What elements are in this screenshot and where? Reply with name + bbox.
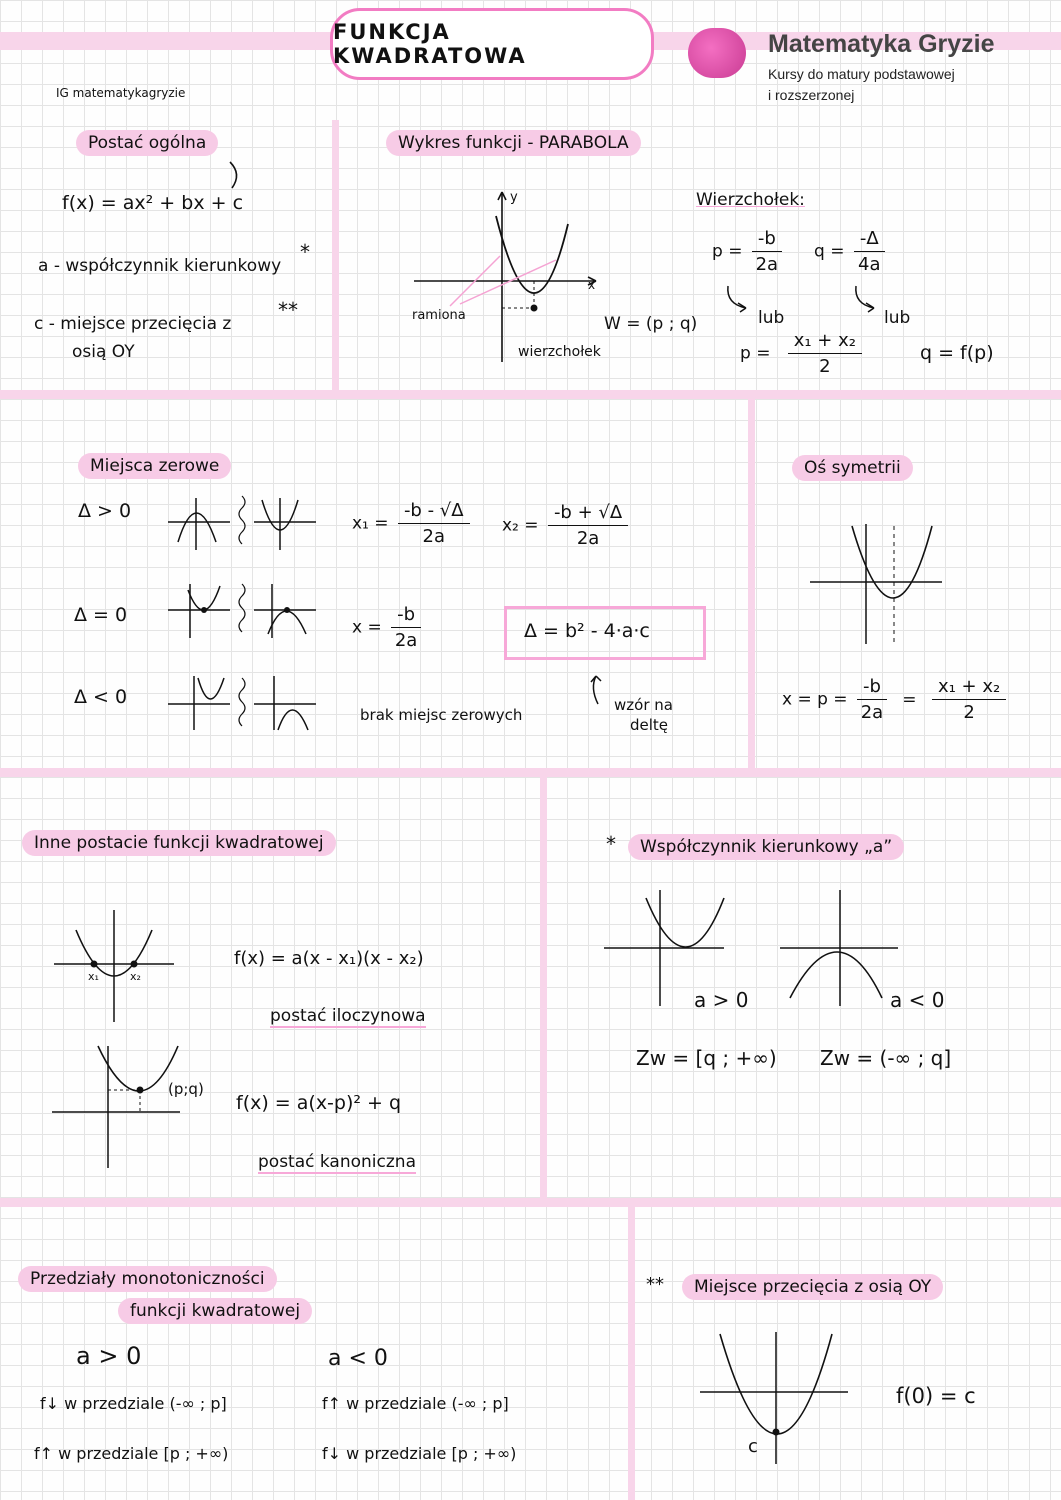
vertex-title: Wierzchołek: xyxy=(696,190,805,210)
symmetry-num-1: -b xyxy=(857,676,887,700)
vertex-coordinates: W = (p ; q) xyxy=(604,314,698,334)
mono-row-1: f↓ w przedziale (-∞ ; p] xyxy=(40,1394,227,1413)
a-description: a - współczynnik kierunkowy xyxy=(38,256,282,276)
vertex-point-label: (p;q) xyxy=(168,1080,204,1098)
mono-row-2: f↑ w przedziale [p ; +∞) xyxy=(34,1444,229,1463)
delta-note-1: wzór na xyxy=(614,696,673,714)
x2-numerator: -b + √Δ xyxy=(548,502,628,526)
mono-a-negative: a < 0 xyxy=(328,1346,388,1371)
brand-name: Matematyka Gryzie xyxy=(768,30,995,58)
p-formula xyxy=(712,228,786,275)
yintercept-graph xyxy=(698,1328,858,1468)
delta-negative: Δ < 0 xyxy=(74,686,128,708)
c-description-2: osią OY xyxy=(72,342,135,362)
q-equals: q = xyxy=(814,241,845,262)
c-footnote-mark: ** xyxy=(278,298,298,322)
factored-formula: f(x) = a(x - x₁)(x - x₂) xyxy=(234,948,424,969)
q-formula xyxy=(814,228,889,275)
divider-v3 xyxy=(540,775,547,1200)
x1-fraction xyxy=(398,500,470,547)
delta-formula: Δ = b² - 4·a·c xyxy=(524,620,650,642)
parabola-graph xyxy=(410,186,610,366)
q-alt-formula: q = f(p) xyxy=(920,342,994,364)
p-numerator: -b xyxy=(752,228,782,252)
range-negative: Zw = (-∞ ; q] xyxy=(820,1046,952,1070)
arrow-down-icon-2 xyxy=(852,284,882,314)
symmetry-den-2: 2 xyxy=(963,702,975,723)
symmetry-fraction-2 xyxy=(932,676,1006,723)
brand-subtitle-2: i rozszerzonej xyxy=(768,87,855,103)
section-coefficient-mark: * xyxy=(606,832,616,856)
symmetry-lhs: x = p = xyxy=(782,689,848,710)
section-graph-title: Wykres funkcji - PARABOLA xyxy=(386,130,641,156)
q-fraction xyxy=(854,228,885,275)
q-numerator: -Δ xyxy=(854,228,885,252)
factored-form-label: postać iloczynowa xyxy=(270,1006,426,1026)
divider-h2 xyxy=(0,768,1061,777)
f0-formula: f(0) = c xyxy=(896,1384,976,1408)
x2-point-label: x₂ xyxy=(130,970,141,983)
x-axis-label: x xyxy=(588,278,596,292)
section-yintercept-mark: ** xyxy=(646,1274,664,1295)
section-other-forms-title: Inne postacie funkcji kwadratowej xyxy=(22,830,336,856)
x1-denominator: 2a xyxy=(422,526,445,547)
x1-equals: x₁ = xyxy=(352,513,389,534)
brand-subtitle-1: Kursy do matury podstawowej xyxy=(768,66,955,82)
mono-row-3: f↑ w przedziale (-∞ ; p] xyxy=(322,1394,509,1413)
c-description: c - miejsce przecięcia z xyxy=(34,314,232,334)
a-positive-label: a > 0 xyxy=(694,988,749,1012)
section-zeros-title: Miejsca zerowe xyxy=(78,453,231,479)
p2-fraction xyxy=(780,330,870,377)
mono-row-4: f↓ w przedziale [p ; +∞) xyxy=(322,1444,517,1463)
general-formula: f(x) = ax² + bx + c xyxy=(62,192,244,214)
coefficient-graphs xyxy=(600,886,920,1016)
x2-denominator: 2a xyxy=(576,528,600,549)
a-negative-label: a < 0 xyxy=(890,988,945,1012)
vertex-form-graph xyxy=(50,1040,190,1170)
page-title: FUNKCJA KWADRATOWA xyxy=(330,8,654,80)
c-point-label: c xyxy=(748,1436,758,1457)
or-label-1: lub xyxy=(758,308,785,328)
x1-numerator: -b - √Δ xyxy=(398,500,470,524)
symmetry-fraction-1 xyxy=(857,676,887,723)
vertex-formula: f(x) = a(x-p)² + q xyxy=(236,1092,402,1114)
symmetry-equals: = xyxy=(902,689,917,710)
vertex-form-label: postać kanoniczna xyxy=(258,1152,416,1172)
symmetry-graph xyxy=(806,520,946,650)
x2-formula xyxy=(502,502,632,549)
x0-denominator: 2a xyxy=(394,630,418,651)
delta-positive: Δ > 0 xyxy=(78,500,132,522)
divider-v1 xyxy=(332,120,339,395)
p-denominator: 2a xyxy=(755,254,779,275)
divider-h1 xyxy=(0,390,1061,399)
no-zeros-text: brak miejsc zerowych xyxy=(360,706,523,724)
section-monotonic-title-1: Przedziały monotoniczności xyxy=(18,1266,277,1292)
p-alt-formula xyxy=(740,330,874,377)
section-yintercept-title: Miejsce przecięcia z osią OY xyxy=(682,1274,943,1300)
x1-point-label: x₁ xyxy=(88,970,99,983)
or-label-2: lub xyxy=(884,308,911,328)
section-symmetry-title: Oś symetrii xyxy=(792,455,913,481)
delta-note-2: deltę xyxy=(630,716,669,734)
arms-label: ramiona xyxy=(412,308,466,323)
factored-form-graph xyxy=(52,906,182,1026)
x1-formula xyxy=(352,500,474,547)
x2-equals: x₂ = xyxy=(502,515,539,536)
symmetry-formula xyxy=(782,676,1010,723)
x2-fraction xyxy=(548,502,628,549)
q-denominator: 4a xyxy=(858,254,881,275)
zeros-sketches xyxy=(160,490,330,740)
x0-equals: x = xyxy=(352,617,382,638)
p2-equals: p = xyxy=(740,343,771,364)
symmetry-num-2: x₁ + x₂ xyxy=(932,676,1006,700)
range-positive: Zw = [q ; +∞) xyxy=(636,1046,777,1070)
a-footnote-mark: * xyxy=(300,240,310,264)
x0-fraction xyxy=(391,604,421,651)
section-general-form-title: Postać ogólna xyxy=(76,130,218,156)
p-equals: p = xyxy=(712,241,743,262)
arrow-down-icon xyxy=(724,284,754,314)
divider-v2 xyxy=(748,395,755,770)
x0-numerator: -b xyxy=(391,604,421,628)
instagram-handle: IG matematykagryzie xyxy=(56,86,186,100)
section-monotonic-title-2: funkcji kwadratowej xyxy=(118,1298,312,1324)
section-coefficient-title: Współczynnik kierunkowy „a” xyxy=(628,834,904,860)
vertex-label: wierzchołek xyxy=(518,344,601,360)
p2-denominator: 2 xyxy=(819,356,831,377)
y-axis-label: y xyxy=(510,190,518,205)
p2-numerator: x₁ + x₂ xyxy=(788,330,862,354)
delta-zero: Δ = 0 xyxy=(74,604,128,626)
divider-v4 xyxy=(628,1205,635,1500)
curved-arrow-icon xyxy=(226,160,246,190)
divider-h3 xyxy=(0,1198,1061,1207)
symmetry-den-1: 2a xyxy=(860,702,884,723)
arrow-up-icon xyxy=(588,672,608,706)
mono-a-positive: a > 0 xyxy=(76,1342,142,1370)
x0-formula xyxy=(352,604,425,651)
brain-logo xyxy=(688,28,746,78)
p-fraction xyxy=(752,228,782,275)
